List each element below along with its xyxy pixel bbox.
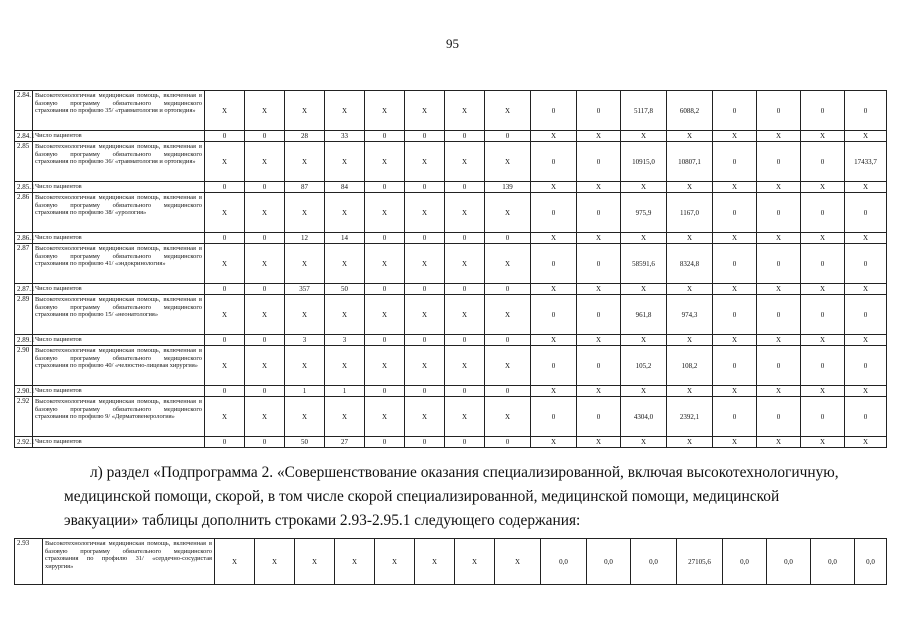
table-cell: 0	[757, 346, 801, 386]
table-cell: 0	[845, 397, 887, 437]
table-cell: 0	[405, 284, 445, 295]
table-cell: X	[485, 244, 531, 284]
table-cell: 0	[757, 142, 801, 182]
table-cell: 105,2	[621, 346, 667, 386]
table-cell: 0	[801, 193, 845, 233]
table-cell: 33	[325, 131, 365, 142]
table-cell: 8324,8	[667, 244, 713, 284]
table-cell: X	[245, 193, 285, 233]
row-description: Высокотехнологичная медицинская помощь, включенная в базовую программу обязательного медицинского страхования по профилю 38/ «урология»	[33, 193, 205, 233]
table-cell: X	[757, 335, 801, 346]
table-cell: X	[801, 131, 845, 142]
row-number: 2.84.	[15, 91, 33, 131]
table-cell: X	[365, 142, 405, 182]
table-new-rows	[14, 538, 887, 585]
table-cell: X	[245, 142, 285, 182]
table-cell: 28	[285, 131, 325, 142]
table-cell: 139	[485, 182, 531, 193]
table-cell: X	[405, 244, 445, 284]
table-cell: 0	[245, 131, 285, 142]
row-number: 2.92	[15, 397, 33, 437]
table-cell: 0,0	[767, 539, 811, 585]
row-number: 2.90	[15, 346, 33, 386]
table-cell: 0	[801, 295, 845, 335]
row-number: 2.93	[15, 539, 43, 585]
row-description: Высокотехнологичная медицинская помощь, включенная в базовую программу обязательного медицинского страхования по профилю 15/ «неонатология»	[33, 295, 205, 335]
table-cell: 961,8	[621, 295, 667, 335]
table-cell: 108,2	[667, 346, 713, 386]
row-number: 2.87	[15, 244, 33, 284]
table-subrow	[15, 233, 887, 244]
table-cell: X	[295, 539, 335, 585]
table-cell: 0	[757, 295, 801, 335]
table-cell: 975,9	[621, 193, 667, 233]
table-cell: X	[325, 244, 365, 284]
table-cell: X	[325, 397, 365, 437]
table-cell: 0	[445, 233, 485, 244]
table-cell: X	[445, 397, 485, 437]
table-cell: X	[621, 182, 667, 193]
table-cell: X	[713, 131, 757, 142]
table-cell: 0	[245, 335, 285, 346]
table-cell: 0	[801, 397, 845, 437]
table-cell: X	[577, 182, 621, 193]
table-cell: X	[531, 233, 577, 244]
table-cell: X	[801, 437, 845, 448]
table-cell: X	[285, 346, 325, 386]
table-cell: 0	[205, 233, 245, 244]
table-cell: X	[713, 386, 757, 397]
table-cell: 0	[531, 244, 577, 284]
table-cell: X	[285, 91, 325, 131]
table-cell: X	[485, 346, 531, 386]
table-cell: X	[531, 284, 577, 295]
table-subrow	[15, 182, 887, 193]
table-cell: X	[405, 346, 445, 386]
table-cell: X	[621, 284, 667, 295]
table-cell: 0	[365, 233, 405, 244]
table-cell: X	[713, 233, 757, 244]
table-cell: X	[801, 233, 845, 244]
table-cell: X	[245, 295, 285, 335]
row-number: 2.89.1	[15, 335, 33, 346]
table-body	[15, 91, 887, 448]
table-cell: X	[365, 295, 405, 335]
table-cell: 0	[365, 437, 405, 448]
table-cell: X	[667, 284, 713, 295]
table-cell: X	[801, 182, 845, 193]
table-cell: X	[757, 437, 801, 448]
table-cell: 3	[285, 335, 325, 346]
table-cell: 0	[365, 131, 405, 142]
table-cell: 0	[577, 142, 621, 182]
table-cell: X	[405, 295, 445, 335]
table-cell: 0	[445, 284, 485, 295]
table-cell: X	[245, 244, 285, 284]
table-cell: 6088,2	[667, 91, 713, 131]
table-cell: X	[365, 346, 405, 386]
table-cell: X	[445, 295, 485, 335]
table-cell: X	[245, 91, 285, 131]
table-row	[15, 244, 887, 284]
table-cell: X	[577, 437, 621, 448]
table-cell: 0	[405, 182, 445, 193]
row-number: 2.84.1	[15, 131, 33, 142]
table-cell: X	[577, 131, 621, 142]
table-cell: 0	[365, 182, 405, 193]
table-cell: X	[405, 193, 445, 233]
table-cell: X	[801, 386, 845, 397]
table-cell: 0	[801, 346, 845, 386]
table-cell: X	[757, 131, 801, 142]
table-cell: 0,0	[723, 539, 767, 585]
row-number: 2.89	[15, 295, 33, 335]
row-description: Число пациентов	[33, 437, 205, 448]
table-cell: X	[845, 131, 887, 142]
table-cell: X	[205, 193, 245, 233]
table-cell: 357	[285, 284, 325, 295]
table-cell: 0	[845, 346, 887, 386]
table-cell: 0	[757, 244, 801, 284]
table-cell: 0	[245, 182, 285, 193]
row-description: Число пациентов	[33, 131, 205, 142]
table-row	[15, 346, 887, 386]
table-cell: X	[445, 142, 485, 182]
table-cell: 0	[405, 131, 445, 142]
table-cell: 12	[285, 233, 325, 244]
table-cell: 87	[285, 182, 325, 193]
table-continuation	[14, 90, 887, 448]
table-cell: 58591,6	[621, 244, 667, 284]
table-cell: 0	[577, 346, 621, 386]
table-cell: 1	[285, 386, 325, 397]
table-cell: X	[621, 437, 667, 448]
table-cell: X	[485, 295, 531, 335]
table-cell: 1	[325, 386, 365, 397]
table-cell: X	[365, 244, 405, 284]
table-cell: X	[445, 91, 485, 131]
paragraph-line-3: эвакуации» таблицы дополнить строками 2.93-2.95.1 следующего содержания:	[64, 512, 581, 529]
table-cell: 0	[445, 335, 485, 346]
table-cell: 0	[205, 437, 245, 448]
table-cell: X	[285, 244, 325, 284]
table-cell: 0	[845, 295, 887, 335]
row-description: Высокотехнологичная медицинская помощь, включенная в базовую программу обязательного медицинского страхования по профилю 36/ «травматология и ортопедия»	[33, 142, 205, 182]
table-cell: X	[485, 193, 531, 233]
table-cell: X	[285, 193, 325, 233]
table-subrow	[15, 131, 887, 142]
table-cell: 0	[245, 284, 285, 295]
table-cell: 0	[713, 295, 757, 335]
table-cell: X	[405, 91, 445, 131]
table-cell: 0,0	[587, 539, 631, 585]
table-row	[15, 91, 887, 131]
table-cell: 0	[845, 193, 887, 233]
table-cell: X	[845, 386, 887, 397]
table-cell: 0	[245, 437, 285, 448]
table-cell: 0	[205, 335, 245, 346]
row-number: 2.90.1	[15, 386, 33, 397]
row-number: 2.85.1	[15, 182, 33, 193]
table-cell: X	[255, 539, 295, 585]
table-cell: 27	[325, 437, 365, 448]
table-cell: 0,0	[855, 539, 887, 585]
table-cell: X	[485, 142, 531, 182]
table-cell: 1167,0	[667, 193, 713, 233]
table-cell: X	[285, 142, 325, 182]
table-cell: 0	[713, 142, 757, 182]
table-cell: 0	[445, 386, 485, 397]
table-cell: 0	[365, 284, 405, 295]
table-cell: X	[205, 142, 245, 182]
table-row	[15, 142, 887, 182]
table-cell: 0	[577, 91, 621, 131]
table-cell: X	[205, 244, 245, 284]
table-cell: 0	[485, 386, 531, 397]
table-cell: 0	[485, 335, 531, 346]
table-cell: X	[757, 284, 801, 295]
amendment-paragraph	[64, 461, 842, 533]
table-row	[15, 193, 887, 233]
table-body	[15, 539, 887, 585]
table-cell: X	[757, 182, 801, 193]
table-cell: 0	[205, 386, 245, 397]
row-description: Высокотехнологичная медицинская помощь, включенная в базовую программу обязательного медицинского страхования по профилю 9/ «Дерматовенерология»	[33, 397, 205, 437]
table-cell: X	[445, 193, 485, 233]
table-cell: 0	[801, 91, 845, 131]
table-cell: X	[713, 335, 757, 346]
table-cell: X	[405, 397, 445, 437]
paragraph-line-1: л) раздел «Подпрограмма 2. «Совершенствование оказания специализированной, включая высокотехнологичную,	[90, 464, 839, 481]
row-number: 2.87.1	[15, 284, 33, 295]
row-description: Высокотехнологичная медицинская помощь, включенная в базовую программу обязательного медицинского страхования по профилю 31/ «сердечно-сосудистая хирургия»	[43, 539, 215, 585]
table-cell: 0	[205, 131, 245, 142]
table-cell: X	[845, 335, 887, 346]
table-cell: 974,3	[667, 295, 713, 335]
table-cell: 0	[445, 437, 485, 448]
table-cell: 0	[405, 437, 445, 448]
table-cell: 0	[445, 182, 485, 193]
table-cell: 0	[531, 193, 577, 233]
table-cell: X	[215, 539, 255, 585]
table-cell: X	[667, 182, 713, 193]
table-subrow	[15, 335, 887, 346]
table-cell: X	[621, 233, 667, 244]
table-cell: 0	[205, 284, 245, 295]
table-cell: 0,0	[541, 539, 587, 585]
table-cell: X	[531, 437, 577, 448]
table-cell: 0	[577, 193, 621, 233]
table-cell: 10915,0	[621, 142, 667, 182]
row-description: Число пациентов	[33, 386, 205, 397]
table-cell: X	[495, 539, 541, 585]
table-cell: 0,0	[811, 539, 855, 585]
table-cell: 0	[531, 346, 577, 386]
row-number: 2.86.1	[15, 233, 33, 244]
table-cell: 0	[713, 397, 757, 437]
table-cell: 5117,8	[621, 91, 667, 131]
table-cell: X	[205, 346, 245, 386]
row-description: Число пациентов	[33, 182, 205, 193]
table-cell: X	[325, 142, 365, 182]
table-cell: 0	[405, 386, 445, 397]
table-cell: X	[445, 244, 485, 284]
table-cell: 17433,7	[845, 142, 887, 182]
table-cell: X	[485, 397, 531, 437]
table-cell: 0	[405, 335, 445, 346]
row-description: Число пациентов	[33, 233, 205, 244]
table-row	[15, 295, 887, 335]
table-cell: X	[205, 397, 245, 437]
paragraph-line-2: медицинской помощи, скорой, в том числе скорой специализированной, медицинской помощи, медицинской	[64, 488, 780, 505]
table-cell: X	[667, 131, 713, 142]
table-cell: X	[531, 182, 577, 193]
table-cell: X	[325, 91, 365, 131]
table-cell: 3	[325, 335, 365, 346]
table-cell: 0	[801, 142, 845, 182]
table-cell: 0	[365, 386, 405, 397]
table-cell: 0	[577, 295, 621, 335]
row-description: Высокотехнологичная медицинская помощь, включенная в базовую программу обязательного медицинского страхования по профилю 35/ «травматология и ортопедия»	[33, 91, 205, 131]
row-description: Высокотехнологичная медицинская помощь, включенная в базовую программу обязательного медицинского страхования по профилю 41/ «эндокринология»	[33, 244, 205, 284]
table-cell: X	[405, 142, 445, 182]
table-cell: 0	[713, 193, 757, 233]
table-cell: 0	[531, 397, 577, 437]
table-cell: X	[415, 539, 455, 585]
table-cell: 2392,1	[667, 397, 713, 437]
table-cell: 4304,0	[621, 397, 667, 437]
table-subrow	[15, 284, 887, 295]
table-cell: X	[801, 284, 845, 295]
table-cell: 0	[365, 335, 405, 346]
table-cell: X	[455, 539, 495, 585]
table-cell: X	[577, 233, 621, 244]
table-cell: X	[757, 233, 801, 244]
table-cell: X	[531, 131, 577, 142]
table-cell: 0	[531, 142, 577, 182]
table-cell: X	[667, 335, 713, 346]
page-number: 95	[446, 36, 459, 51]
table-cell: X	[445, 346, 485, 386]
table-cell: 0	[245, 386, 285, 397]
table-cell: 0	[485, 437, 531, 448]
table-cell: X	[713, 284, 757, 295]
table-cell: X	[325, 295, 365, 335]
table-cell: X	[577, 335, 621, 346]
table-cell: X	[621, 335, 667, 346]
table-cell: X	[365, 397, 405, 437]
table-cell: X	[205, 91, 245, 131]
table-cell: 0	[445, 131, 485, 142]
table-cell: X	[845, 284, 887, 295]
table-cell: 0	[531, 91, 577, 131]
table-cell: 50	[325, 284, 365, 295]
table-cell: 84	[325, 182, 365, 193]
table-cell: 0	[757, 91, 801, 131]
table-cell: 0	[845, 244, 887, 284]
row-number: 2.92.1	[15, 437, 33, 448]
table-cell: X	[845, 182, 887, 193]
table-cell: 0	[801, 244, 845, 284]
table-cell: 0	[577, 244, 621, 284]
table-cell: X	[375, 539, 415, 585]
table-cell: 0	[713, 91, 757, 131]
table-cell: X	[667, 233, 713, 244]
table-subrow	[15, 437, 887, 448]
table-cell: X	[713, 437, 757, 448]
table-cell: X	[365, 91, 405, 131]
table-cell: 0	[485, 284, 531, 295]
table-cell: 27105,6	[677, 539, 723, 585]
row-number: 2.86	[15, 193, 33, 233]
table-cell: X	[365, 193, 405, 233]
table-cell: 50	[285, 437, 325, 448]
table-cell: 0	[713, 244, 757, 284]
row-description: Высокотехнологичная медицинская помощь, включенная в базовую программу обязательного медицинского страхования по профилю 40/ «челюстно-лицевая хирургия»	[33, 346, 205, 386]
table-cell: X	[713, 182, 757, 193]
table-cell: X	[577, 284, 621, 295]
table-cell: 0	[485, 233, 531, 244]
table-cell: X	[205, 295, 245, 335]
table-cell: X	[285, 397, 325, 437]
table-subrow	[15, 386, 887, 397]
table-cell: X	[621, 131, 667, 142]
table-cell: 0,0	[631, 539, 677, 585]
row-description: Число пациентов	[33, 284, 205, 295]
table-cell: X	[801, 335, 845, 346]
table-cell: X	[621, 386, 667, 397]
table-cell: X	[667, 437, 713, 448]
table-cell: 0	[757, 397, 801, 437]
table-cell: X	[245, 397, 285, 437]
row-number: 2.85	[15, 142, 33, 182]
table-cell: X	[285, 295, 325, 335]
table-cell: 0	[845, 91, 887, 131]
table-cell: X	[325, 346, 365, 386]
table-cell: X	[845, 233, 887, 244]
table-row	[15, 539, 887, 585]
table-cell: 14	[325, 233, 365, 244]
table-cell: 0	[405, 233, 445, 244]
row-description: Число пациентов	[33, 335, 205, 346]
table-cell: X	[531, 335, 577, 346]
table-cell: X	[845, 437, 887, 448]
table-cell: 0	[757, 193, 801, 233]
table-row	[15, 397, 887, 437]
table-cell: X	[757, 386, 801, 397]
table-cell: X	[667, 386, 713, 397]
table-cell: X	[325, 193, 365, 233]
table-cell: 0	[713, 346, 757, 386]
table-cell: 0	[245, 233, 285, 244]
table-cell: 0	[485, 131, 531, 142]
table-cell: X	[245, 346, 285, 386]
table-cell: X	[577, 386, 621, 397]
table-cell: X	[485, 91, 531, 131]
table-cell: 10807,1	[667, 142, 713, 182]
table-cell: X	[531, 386, 577, 397]
table-cell: 0	[531, 295, 577, 335]
table-cell: 0	[577, 397, 621, 437]
table-cell: 0	[205, 182, 245, 193]
table-cell: X	[335, 539, 375, 585]
